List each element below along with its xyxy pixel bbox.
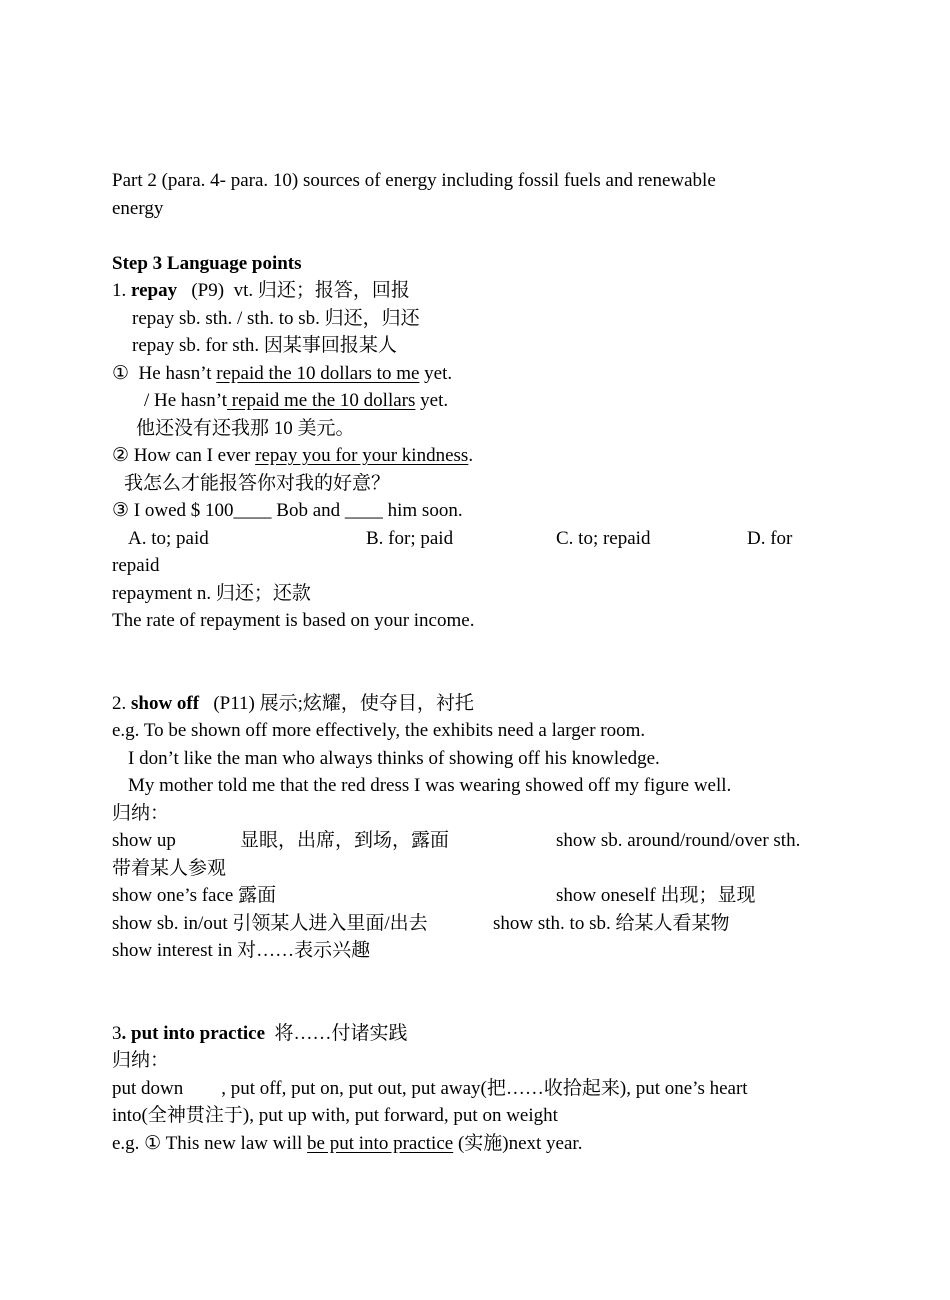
option-d-cont: repaid bbox=[112, 555, 160, 576]
item3-phrases-line2: into(全神贯注于), put up with, put forward, put on weight bbox=[112, 1105, 558, 1126]
item3-example: e.g. ① This new law will be put into practice (实施)next year. bbox=[112, 1133, 583, 1154]
item1-example1b: / He hasn’t repaid me the 10 dollars yet. bbox=[144, 390, 449, 411]
item3-summary-label: 归纳： bbox=[112, 1050, 170, 1071]
item1-repayment-example: The rate of repayment is based on your income. bbox=[112, 610, 475, 631]
item1-example1-cn: 他还没有还我那 10 美元。 bbox=[136, 418, 355, 439]
part2-line1: Part 2 (para. 4- para. 10) sources of energy including fossil fuels and renewable bbox=[112, 170, 716, 191]
term-repay: repay bbox=[131, 280, 178, 301]
phrase-show-up-meaning: 显眼，出席，到场，露面 bbox=[240, 830, 450, 851]
phrase-show-face: show one’s face 露面 bbox=[112, 885, 277, 906]
phrase-show-around-meaning: 带着某人参观 bbox=[112, 858, 227, 879]
item2-title: 2. show off (P11) 展示;炫耀，使夺目，衬托 bbox=[112, 693, 474, 714]
item1-usage1: repay sb. sth. / sth. to sb. 归还，归还 bbox=[132, 308, 420, 329]
item1-example2: ② How can I ever repay you for your kindness. bbox=[112, 445, 474, 466]
item1-usage2: repay sb. for sth. 因某事回报某人 bbox=[132, 335, 397, 356]
option-d: D. for bbox=[747, 528, 793, 549]
phrase-show-up: show up bbox=[112, 830, 176, 851]
phrase-show-to: show sth. to sb. 给某人看某物 bbox=[493, 913, 730, 934]
item1-example2-cn: 我怎么才能报答你对我的好意？ bbox=[124, 473, 391, 494]
item1-repayment: repayment n. 归还；还款 bbox=[112, 583, 311, 604]
item2-example1: e.g. To be shown off more effectively, the exhibits need a larger room. bbox=[112, 720, 646, 741]
phrase-show-interest: show interest in 对……表示兴趣 bbox=[112, 940, 371, 961]
term-put-into-practice: . put into practice bbox=[121, 1023, 266, 1044]
option-b: B. for; paid bbox=[366, 528, 454, 549]
part2-line2: energy bbox=[112, 198, 164, 219]
term-show-off: show off bbox=[131, 693, 200, 714]
item2-example3: My mother told me that the red dress I was wearing showed off my figure well. bbox=[128, 775, 732, 796]
item2-summary-label: 归纳： bbox=[112, 803, 170, 824]
item1-exercise: ③ I owed $ 100____ Bob and ____ him soon. bbox=[112, 500, 463, 521]
item3-title: 3. put into practice 将……付诸实践 bbox=[112, 1023, 408, 1044]
phrase-show-oneself: show oneself 出现；显现 bbox=[556, 885, 756, 906]
phrase-show-in-out: show sb. in/out 引领某人进入里面/出去 bbox=[112, 913, 428, 934]
item1-title: 1. repay (P9) vt. 归还；报答，回报 bbox=[112, 280, 410, 301]
option-c: C. to; repaid bbox=[556, 528, 651, 549]
option-a: A. to; paid bbox=[128, 528, 209, 549]
step3-heading: Step 3 Language points bbox=[112, 253, 302, 274]
item1-example1a: ① He hasn’t repaid the 10 dollars to me yet. bbox=[112, 363, 453, 384]
item3-phrases-line1: put down , put off, put on, put out, put away(把……收拾起来), put one’s heart bbox=[112, 1078, 748, 1099]
phrase-show-around: show sb. around/round/over sth. bbox=[556, 830, 801, 851]
item2-example2: I don’t like the man who always thinks of showing off his knowledge. bbox=[128, 748, 660, 769]
